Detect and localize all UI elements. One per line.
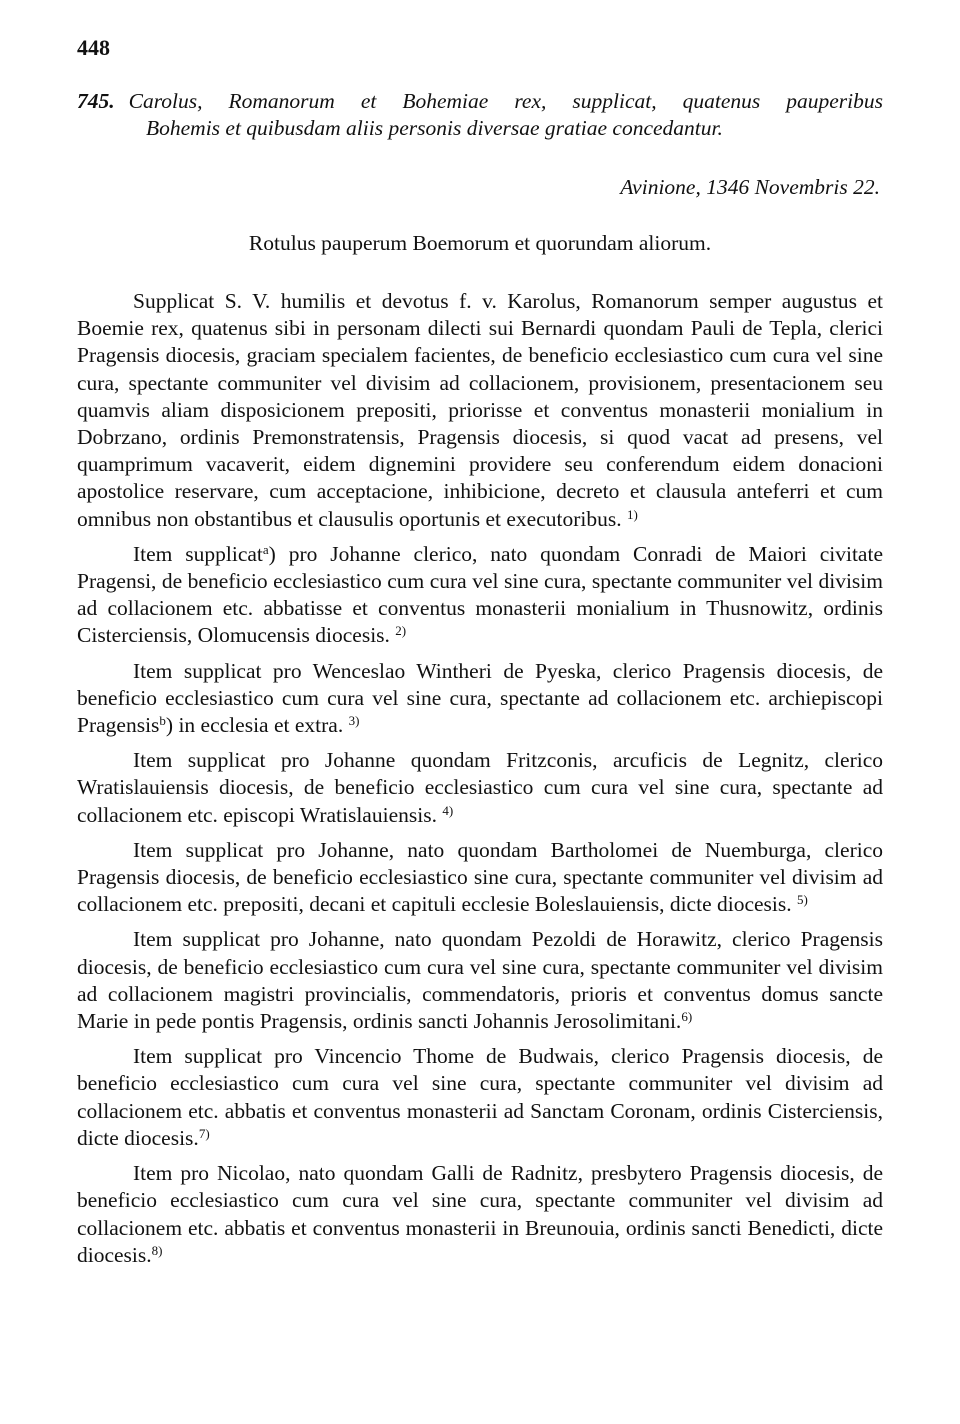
paragraph-2: Item supplicat$^a$) pro Johanne clerico, nato quondam Conradi de Maiori civitate Pragensi, de beneficio ecclesiastico cum cura vel sine cura, spectante communiter vel divisim ad collacionem etc. abbatisse et conventus monasterii monialium in Thusnowitz, ordinis Cisterciensis, Olomucensis diocesis. $^{2)}$ [77, 541, 883, 648]
paragraph-7: Item supplicat pro Vincencio Thome de Budwais, clerico Pragensis diocesis, de beneficio ecclesiastico cum cura vel sine cura, spectante communiter vel divisim ad collacionem etc. abbatis et conventus monasterii ad Sanctam Coronam, ordinis Cisterciensis, dicte diocesis.$^{7)}$ [77, 1044, 883, 1150]
paragraph-4: Item supplicat pro Johanne quondam Fritzconis, arcuficis de Legnitz, clerico Wratislauiensis diocesis, de beneficio ecclesiastico cum cura vel sine cura, spectante ad collacionem etc. episcopi Wratislauiensis. $^{4)}$ [77, 748, 883, 827]
variant-mark: b [159, 713, 166, 729]
footnote-ref: 7) [198, 1125, 210, 1141]
footnote-ref: 8) [151, 1242, 163, 1258]
footnote-ref: 6) [681, 1009, 693, 1025]
rubric: Rotulus pauperum Boemorum et quorundam aliorum. [248, 231, 712, 255]
paragraph-5: Item supplicat pro Johanne, nato quondam Bartholomei de Nuemburga, clerico Pragensis diocesis, de beneficio ecclesiastico sine cura, spectante communiter vel divisim ad collacionem etc. prepositi, decani et capituli ecclesie Boleslauiensis, dicte diocesis. $^{5)}$ [77, 837, 883, 917]
document-body [77, 288, 883, 1277]
footnote-ref: 4) [442, 802, 454, 818]
footnote-ref: 3) [348, 713, 360, 729]
footnote-ref: 5) [797, 892, 808, 908]
entry-number: 745. [77, 89, 115, 113]
footnote-ref: 1) [626, 506, 638, 522]
heading-line-2: Bohemis et quibusdam aliis personis diversae gratiae concedantur. [146, 116, 723, 141]
variant-mark: a [262, 541, 269, 557]
paragraph-1: Supplicat S. V. humilis et devotus f. v. Karolus, Romanorum semper augustus et Boemie rex, quatenus sibi in personam dilecti sui Bernardi quondam Pauli de Tepla, clerici Pragensis diocesis, graciam specialem facientes, de beneficio ecclesiastico cum cura vel sine cura, spectante communiter vel divisim ad collacionem, provisionem, presentacionem seu quamvis aliam disposicionem prepositi, priorisse et conventus monasterii monialium in Dobrzano, ordinis Premonstratensis, Pragensis diocesis, si quod vacat ad presens, vel quamprimum vacaverit, eidem dignemini providere seu conferendum eidem donacioni apostolice reservare, cum acceptacione, inhibicione, decreto et clausula anteferri et cum omnibus non obstantibus et clausulis oportunis et executoribus. $^{1)}$ [77, 289, 883, 531]
footnote-ref: 2) [395, 623, 407, 639]
paragraph-8: Item pro Nicolao, nato quondam Galli de Radnitz, presbytero Pragensis diocesis, de beneficio ecclesiastico cum cura vel sine cura, spectante communiter vel divisim ad collacionem etc. abbatis et conventus monasterii in Breunouia, ordinis sancti Benedicti, dicte diocesis.$^{8)}$ [77, 1161, 883, 1267]
entry-heading [77, 88, 883, 142]
heading-line-1: Carolus, Romanorum et Bohemiae rex, supplicat, quatenus pauperibus [128, 89, 883, 113]
paragraph-3: Item supplicat pro Wenceslao Wintheri de Pyeska, clerico Pragensis diocesis, de beneficio ecclesiastico cum cura vel sine cura, spectante ad collacionem etc. archiepiscopi Pragensis$^b$) in ecclesia et extra. $^{3)}$ [77, 658, 883, 738]
paragraph-6: Item supplicat pro Johanne, nato quondam Pezoldi de Horawitz, clerico Pragensis diocesis, de beneficio ecclesiastico cum cura vel sine cura, spectante communiter vel divisim ad collacionem magistri provincialis, commendatoris, prioris et conventus domus sancte Marie in pede pontis Pragensis, ordinis sancti Johannis Jerosolimitani.$^{6)}$ [77, 927, 883, 1034]
dateline: Avinione, 1346 Novembris 22. [620, 175, 880, 199]
page-number: 448 [77, 35, 110, 60]
